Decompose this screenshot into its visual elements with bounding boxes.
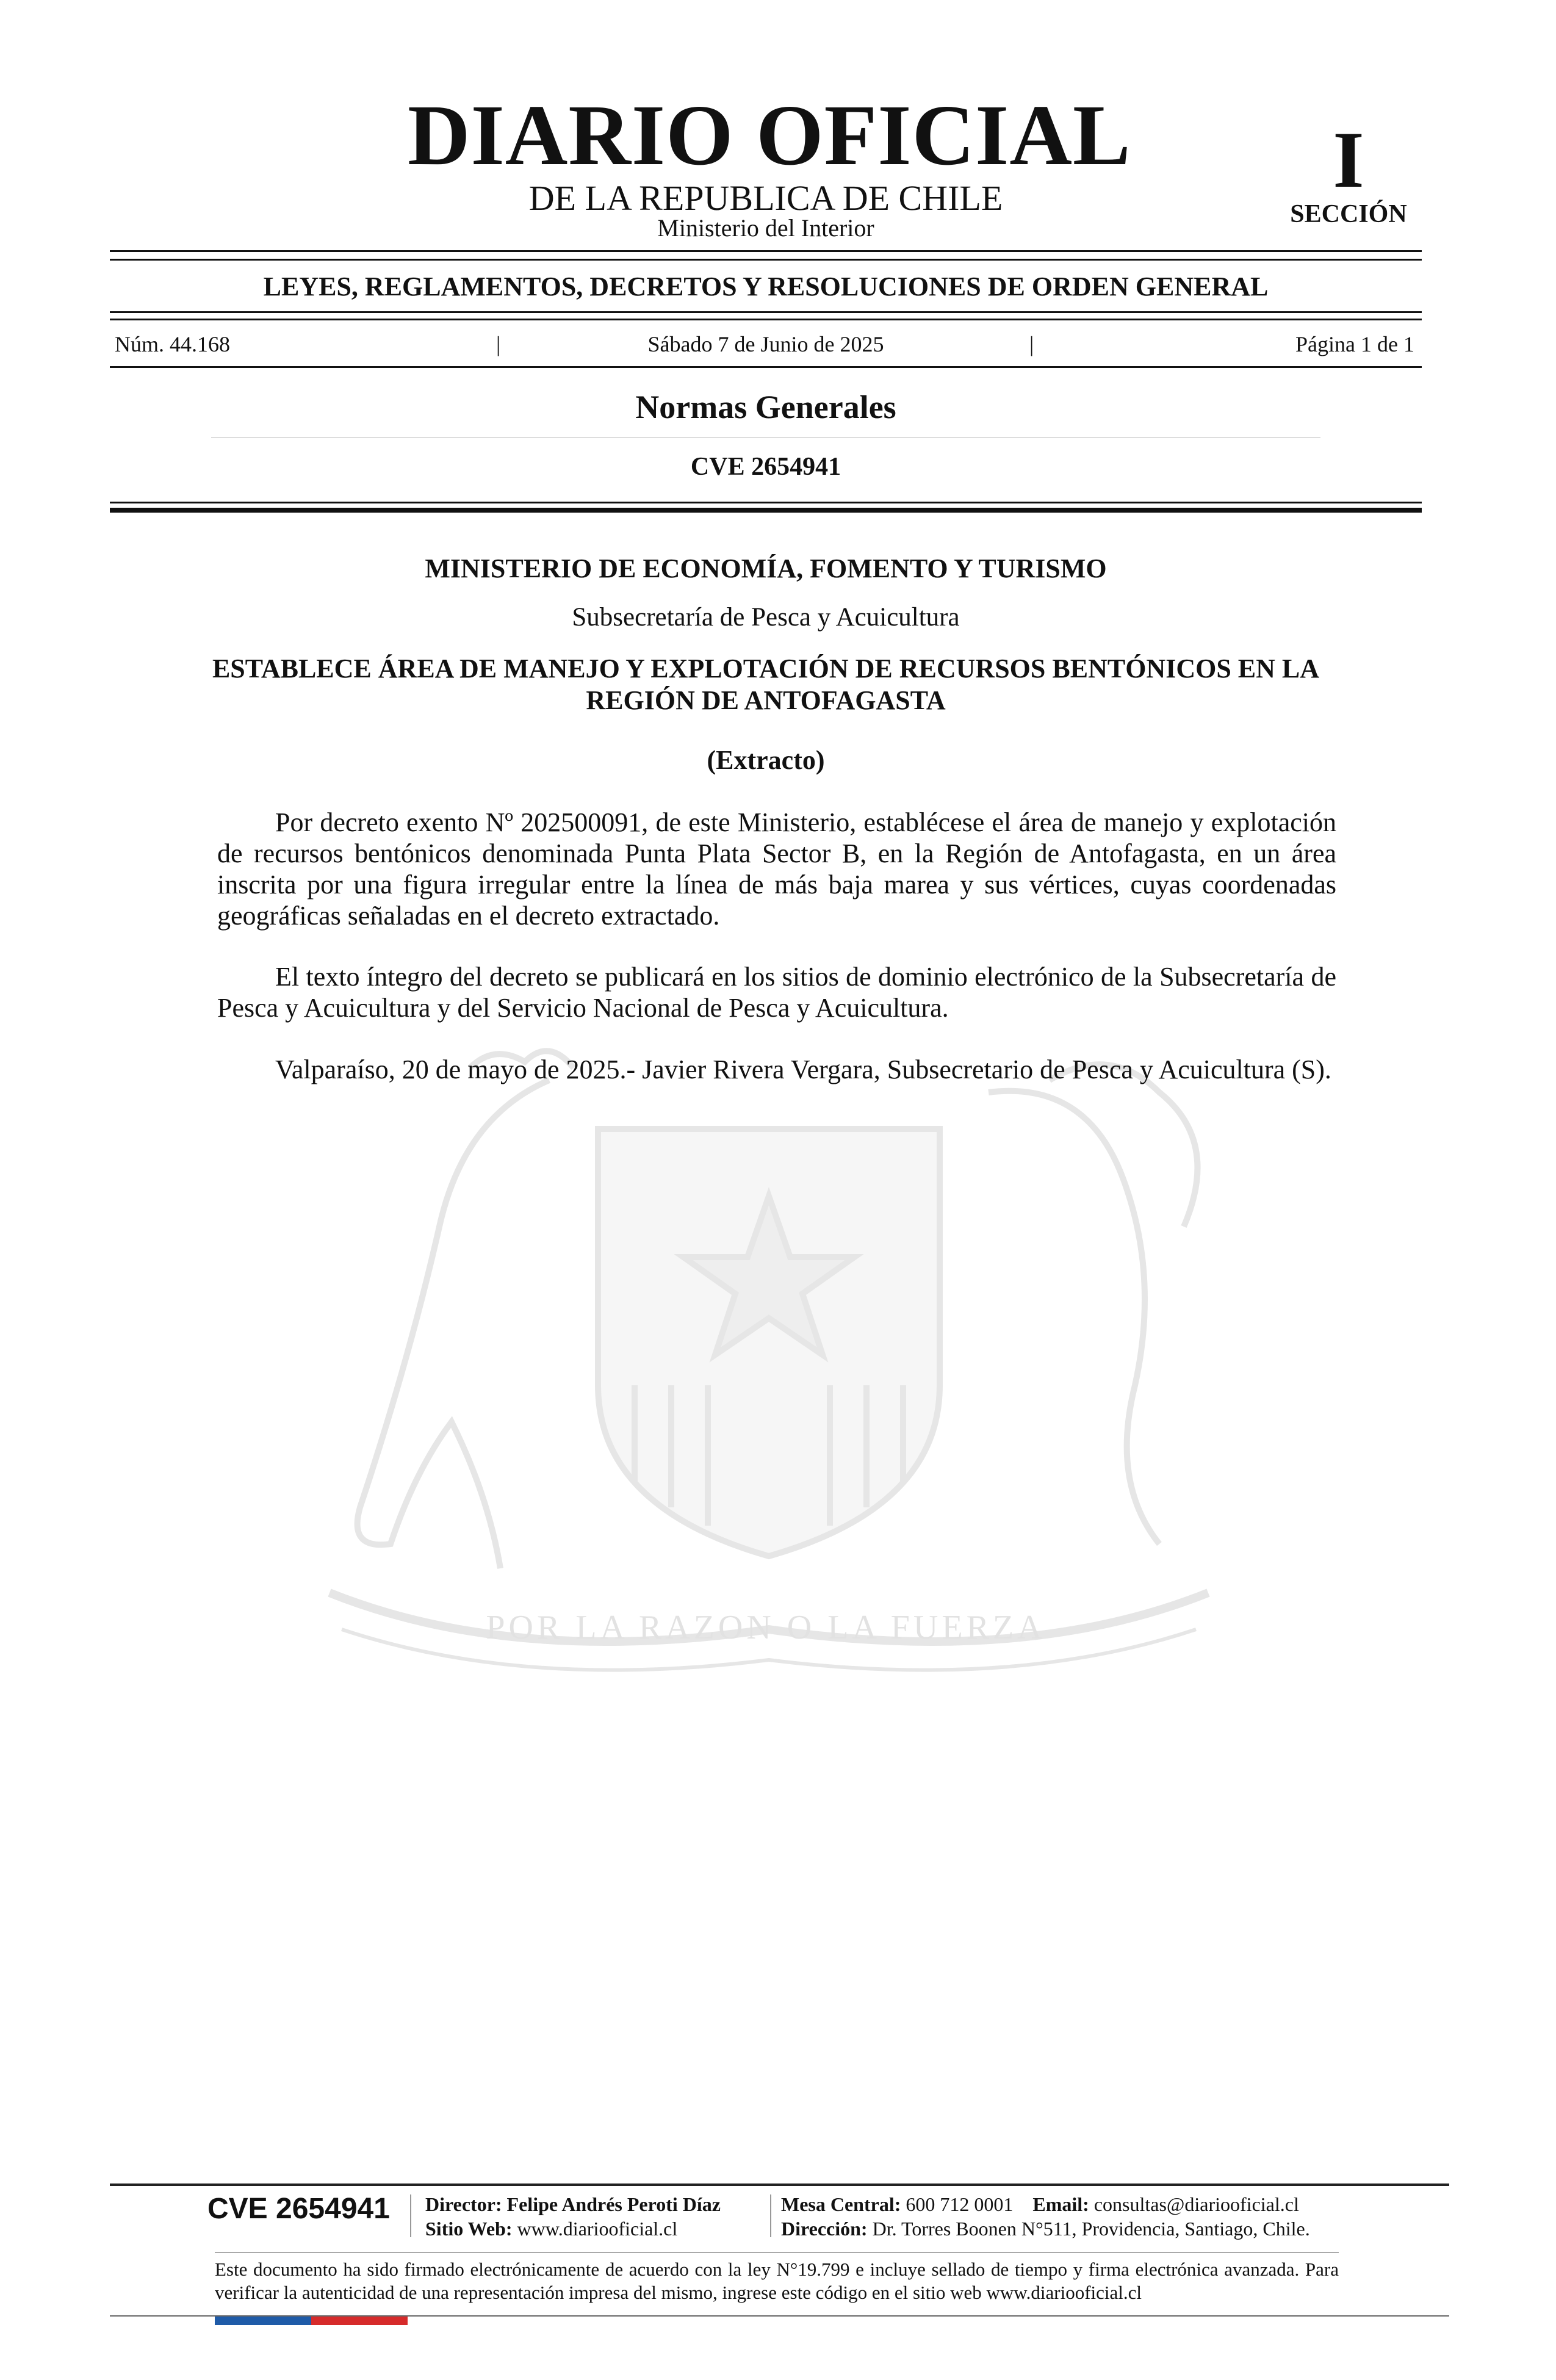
- issuing-ministry: MINISTERIO DE ECONOMÍA, FOMENTO Y TURISMO: [425, 554, 1107, 583]
- masthead-ministry: Ministerio del Interior: [657, 214, 874, 242]
- cve-code: CVE 2654941: [690, 453, 841, 481]
- director-name: Felipe Andrés Peroti Díaz: [506, 2193, 721, 2215]
- masthead-title: DIARIO OFICIAL: [408, 87, 1131, 183]
- body-paragraph: El texto íntegro del decreto se publicará en los sitios de dominio electrónico de la Subsecretaría de Pesca y Acuicultura y del Servicio Nacional de Pesca y Acuicultura.: [217, 962, 1336, 1023]
- section-title: Normas Generales: [635, 389, 896, 425]
- header-rule-mid: [110, 311, 1422, 313]
- header-rule-mid-2: [110, 319, 1422, 320]
- masthead-subtitle: DE LA REPUBLICA DE CHILE: [528, 178, 1003, 218]
- footer-rule: [110, 2183, 1449, 2186]
- mesa-phone: 600 712 0001: [906, 2193, 1014, 2215]
- footer-cve: CVE 2654941: [207, 2193, 390, 2225]
- director-label: Director:: [425, 2193, 502, 2215]
- page-count: Página 1 de 1: [1295, 332, 1414, 356]
- mesa-label: Mesa Central:: [781, 2193, 901, 2215]
- address-value: Dr. Torres Boonen N°511, Providencia, Santiago, Chile.: [872, 2218, 1310, 2240]
- subsecretaria: Subsecretaría de Pesca y Acuicultura: [572, 603, 960, 632]
- category-heading: LEYES, REGLAMENTOS, DECRETOS Y RESOLUCIONES DE ORDEN GENERAL: [263, 272, 1269, 301]
- section-rule-thick: [110, 508, 1422, 513]
- section-rule: [110, 502, 1422, 503]
- infobar-separator: |: [1029, 332, 1034, 356]
- coat-of-arms-motto: POR LA RAZON O LA FUERZA: [486, 1609, 1046, 1646]
- email-label: Email:: [1032, 2193, 1089, 2215]
- web-link[interactable]: www.diariooficial.cl: [517, 2218, 678, 2240]
- footer-contact-block: [781, 2192, 1310, 2241]
- email-link[interactable]: consultas@diariooficial.cl: [1093, 2193, 1299, 2215]
- footer-legal-note: Este documento ha sido firmado electrónicamente de acuerdo con la ley N°19.799 e incluye sellado de tiempo y firma electrónica avanzada. Para verificar la autenticidad de una representación impresa del mismo, ingrese este código en el sitio web www.diariooficial.cl: [215, 2259, 1339, 2303]
- flag-stripe-red: [311, 2317, 408, 2325]
- section-label: SECCIÓN: [1290, 200, 1407, 228]
- flag-stripe-blue: [215, 2317, 311, 2325]
- footer-divider: [770, 2194, 771, 2237]
- signature-paragraph: Valparaíso, 20 de mayo de 2025.- Javier Rivera Vergara, Subsecretario de Pesca y Acuicultura (S).: [275, 1055, 1331, 1084]
- extracto-label: (Extracto): [707, 745, 825, 775]
- footer-divider: [410, 2194, 411, 2237]
- footer-thin-rule: [215, 2252, 1339, 2253]
- section-number: I: [1333, 115, 1364, 204]
- document-title: ESTABLECE ÁREA DE MANEJO Y EXPLOTACIÓN DE RECURSOS BENTÓNICOS EN LA REGIÓN DE ANTOFAGASTA: [212, 654, 1320, 715]
- header-rule-top: [110, 250, 1422, 252]
- infobar-rule: [110, 366, 1422, 368]
- issue-number: Núm. 44.168: [115, 332, 230, 356]
- body-paragraph: Por decreto exento Nº 202500091, de este Ministerio, establécese el área de manejo y explotación de recursos bentónicos denominada Punta Plata Sector B, en la Región de Antofagasta, en un área inscrita por una figura irregular entre la línea de más baja marea y sus vértices, cuyas coordenadas geográficas señaladas en el decreto extractado.: [217, 807, 1336, 931]
- header-rule-top-2: [110, 259, 1422, 261]
- footer-director-block: [425, 2192, 721, 2241]
- issue-date: Sábado 7 de Junio de 2025: [647, 332, 884, 356]
- address-label: Dirección:: [781, 2218, 868, 2240]
- web-label: Sitio Web:: [425, 2218, 513, 2240]
- section-title-underline: [211, 437, 1320, 438]
- infobar-separator: |: [496, 332, 501, 356]
- coat-of-arms-watermark: [207, 1044, 1324, 1684]
